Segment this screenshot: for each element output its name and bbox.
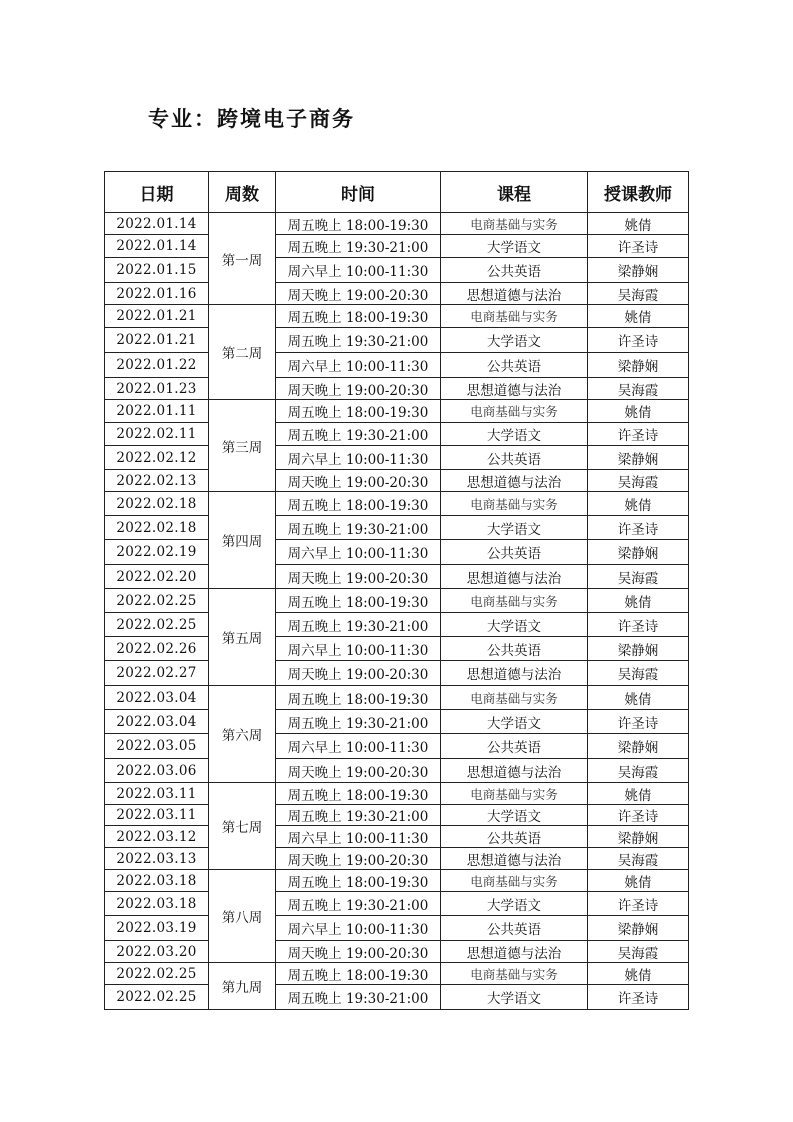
time-cell: 周天晚上 19:00-20:30 bbox=[276, 470, 441, 492]
date-cell: 2022.02.19 bbox=[105, 540, 209, 565]
course-cell: 电商基础与实务 bbox=[441, 963, 588, 985]
date-cell: 2022.01.21 bbox=[105, 305, 209, 328]
course-cell: 思想道德与法治 bbox=[441, 759, 588, 783]
course-cell: 大学语文 bbox=[441, 235, 588, 258]
course-cell: 思想道德与法治 bbox=[441, 565, 588, 589]
time-cell: 周五晚上 18:00-19:30 bbox=[276, 305, 441, 328]
course-cell: 思想道德与法治 bbox=[441, 848, 588, 870]
date-cell: 2022.03.12 bbox=[105, 826, 209, 848]
course-cell: 大学语文 bbox=[441, 805, 588, 826]
time-cell: 周五晚上 18:00-19:30 bbox=[276, 963, 441, 985]
header-teacher: 授课教师 bbox=[588, 172, 689, 213]
course-cell: 大学语文 bbox=[441, 516, 588, 540]
teacher-cell: 吴海霞 bbox=[588, 283, 689, 305]
time-cell: 周六早上 10:00-11:30 bbox=[276, 258, 441, 283]
time-cell: 周六早上 10:00-11:30 bbox=[276, 446, 441, 470]
teacher-cell: 梁静娴 bbox=[588, 734, 689, 759]
course-cell: 思想道德与法治 bbox=[441, 378, 588, 400]
table-row bbox=[105, 661, 689, 686]
teacher-cell: 许圣诗 bbox=[588, 805, 689, 826]
date-cell: 2022.02.13 bbox=[105, 470, 209, 492]
teacher-cell: 梁静娴 bbox=[588, 353, 689, 378]
table-row bbox=[105, 870, 689, 892]
date-cell: 2022.03.11 bbox=[105, 805, 209, 826]
table-row bbox=[105, 686, 689, 710]
teacher-cell: 吴海霞 bbox=[588, 941, 689, 963]
table-row bbox=[105, 540, 689, 565]
week-cell: 第三周 bbox=[209, 400, 276, 492]
teacher-cell: 吴海霞 bbox=[588, 470, 689, 492]
table-row bbox=[105, 378, 689, 400]
table-row bbox=[105, 589, 689, 613]
date-cell: 2022.02.27 bbox=[105, 661, 209, 686]
time-cell: 周五晚上 18:00-19:30 bbox=[276, 686, 441, 710]
course-cell: 公共英语 bbox=[441, 540, 588, 565]
table-row bbox=[105, 305, 689, 328]
time-cell: 周天晚上 19:00-20:30 bbox=[276, 848, 441, 870]
table-row bbox=[105, 710, 689, 734]
course-cell: 电商基础与实务 bbox=[441, 783, 588, 805]
course-cell: 电商基础与实务 bbox=[441, 686, 588, 710]
table-row bbox=[105, 492, 689, 516]
date-cell: 2022.02.25 bbox=[105, 589, 209, 613]
time-cell: 周天晚上 19:00-20:30 bbox=[276, 661, 441, 686]
teacher-cell: 梁静娴 bbox=[588, 540, 689, 565]
course-cell: 思想道德与法治 bbox=[441, 283, 588, 305]
time-cell: 周天晚上 19:00-20:30 bbox=[276, 283, 441, 305]
date-cell: 2022.02.18 bbox=[105, 492, 209, 516]
time-cell: 周五晚上 19:30-21:00 bbox=[276, 985, 441, 1010]
teacher-cell: 梁静娴 bbox=[588, 826, 689, 848]
course-cell: 思想道德与法治 bbox=[441, 941, 588, 963]
course-cell: 大学语文 bbox=[441, 985, 588, 1010]
course-cell: 电商基础与实务 bbox=[441, 305, 588, 328]
table-row bbox=[105, 423, 689, 446]
time-cell: 周五晚上 19:30-21:00 bbox=[276, 235, 441, 258]
table-row bbox=[105, 353, 689, 378]
teacher-cell: 许圣诗 bbox=[588, 235, 689, 258]
teacher-cell: 梁静娴 bbox=[588, 446, 689, 470]
date-cell: 2022.02.25 bbox=[105, 985, 209, 1010]
course-cell: 公共英语 bbox=[441, 734, 588, 759]
table-row bbox=[105, 213, 689, 235]
date-cell: 2022.02.18 bbox=[105, 516, 209, 540]
teacher-cell: 姚倩 bbox=[588, 213, 689, 235]
time-cell: 周五晚上 18:00-19:30 bbox=[276, 589, 441, 613]
date-cell: 2022.03.06 bbox=[105, 759, 209, 783]
time-cell: 周五晚上 19:30-21:00 bbox=[276, 805, 441, 826]
course-cell: 大学语文 bbox=[441, 423, 588, 446]
teacher-cell: 吴海霞 bbox=[588, 759, 689, 783]
date-cell: 2022.01.14 bbox=[105, 235, 209, 258]
teacher-cell: 许圣诗 bbox=[588, 710, 689, 734]
course-cell: 公共英语 bbox=[441, 446, 588, 470]
teacher-cell: 梁静娴 bbox=[588, 916, 689, 941]
course-cell: 电商基础与实务 bbox=[441, 492, 588, 516]
teacher-cell: 姚倩 bbox=[588, 686, 689, 710]
time-cell: 周五晚上 19:30-21:00 bbox=[276, 328, 441, 353]
course-cell: 公共英语 bbox=[441, 637, 588, 661]
time-cell: 周五晚上 18:00-19:30 bbox=[276, 400, 441, 423]
table-row bbox=[105, 637, 689, 661]
time-cell: 周六早上 10:00-11:30 bbox=[276, 826, 441, 848]
schedule-body bbox=[105, 213, 689, 1010]
teacher-cell: 姚倩 bbox=[588, 305, 689, 328]
table-row bbox=[105, 985, 689, 1010]
teacher-cell: 吴海霞 bbox=[588, 848, 689, 870]
course-cell: 大学语文 bbox=[441, 328, 588, 353]
date-cell: 2022.03.13 bbox=[105, 848, 209, 870]
course-cell: 电商基础与实务 bbox=[441, 400, 588, 423]
date-cell: 2022.03.11 bbox=[105, 783, 209, 805]
date-cell: 2022.02.12 bbox=[105, 446, 209, 470]
time-cell: 周五晚上 18:00-19:30 bbox=[276, 492, 441, 516]
table-row bbox=[105, 235, 689, 258]
table-row bbox=[105, 328, 689, 353]
course-cell: 思想道德与法治 bbox=[441, 470, 588, 492]
week-cell: 第一周 bbox=[209, 213, 276, 305]
teacher-cell: 姚倩 bbox=[588, 589, 689, 613]
week-cell: 第八周 bbox=[209, 870, 276, 963]
table-row bbox=[105, 446, 689, 470]
table-row bbox=[105, 565, 689, 589]
course-cell: 公共英语 bbox=[441, 258, 588, 283]
table-row bbox=[105, 734, 689, 759]
time-cell: 周五晚上 19:30-21:00 bbox=[276, 710, 441, 734]
date-cell: 2022.01.16 bbox=[105, 283, 209, 305]
table-row bbox=[105, 805, 689, 826]
week-cell: 第四周 bbox=[209, 492, 276, 589]
week-cell: 第七周 bbox=[209, 783, 276, 870]
time-cell: 周六早上 10:00-11:30 bbox=[276, 540, 441, 565]
time-cell: 周五晚上 18:00-19:30 bbox=[276, 870, 441, 892]
date-cell: 2022.02.11 bbox=[105, 423, 209, 446]
teacher-cell: 姚倩 bbox=[588, 870, 689, 892]
teacher-cell: 许圣诗 bbox=[588, 613, 689, 637]
time-cell: 周五晚上 19:30-21:00 bbox=[276, 516, 441, 540]
time-cell: 周五晚上 19:30-21:00 bbox=[276, 423, 441, 446]
time-cell: 周天晚上 19:00-20:30 bbox=[276, 759, 441, 783]
time-cell: 周六早上 10:00-11:30 bbox=[276, 637, 441, 661]
teacher-cell: 姚倩 bbox=[588, 492, 689, 516]
date-cell: 2022.03.18 bbox=[105, 892, 209, 916]
table-row bbox=[105, 759, 689, 783]
week-cell: 第五周 bbox=[209, 589, 276, 686]
date-cell: 2022.01.11 bbox=[105, 400, 209, 423]
time-cell: 周六早上 10:00-11:30 bbox=[276, 353, 441, 378]
course-cell: 电商基础与实务 bbox=[441, 589, 588, 613]
date-cell: 2022.03.04 bbox=[105, 710, 209, 734]
teacher-cell: 许圣诗 bbox=[588, 423, 689, 446]
date-cell: 2022.01.15 bbox=[105, 258, 209, 283]
date-cell: 2022.03.19 bbox=[105, 916, 209, 941]
table-row bbox=[105, 963, 689, 985]
week-cell: 第二周 bbox=[209, 305, 276, 400]
course-cell: 电商基础与实务 bbox=[441, 870, 588, 892]
time-cell: 周六早上 10:00-11:30 bbox=[276, 734, 441, 759]
course-cell: 大学语文 bbox=[441, 892, 588, 916]
teacher-cell: 吴海霞 bbox=[588, 565, 689, 589]
table-row bbox=[105, 283, 689, 305]
time-cell: 周天晚上 19:00-20:30 bbox=[276, 941, 441, 963]
time-cell: 周五晚上 18:00-19:30 bbox=[276, 783, 441, 805]
teacher-cell: 许圣诗 bbox=[588, 516, 689, 540]
time-cell: 周五晚上 18:00-19:30 bbox=[276, 213, 441, 235]
header-time: 时间 bbox=[276, 172, 441, 213]
course-cell: 公共英语 bbox=[441, 353, 588, 378]
date-cell: 2022.02.26 bbox=[105, 637, 209, 661]
teacher-cell: 许圣诗 bbox=[588, 985, 689, 1010]
date-cell: 2022.02.25 bbox=[105, 963, 209, 985]
time-cell: 周天晚上 19:00-20:30 bbox=[276, 378, 441, 400]
table-row bbox=[105, 826, 689, 848]
time-cell: 周五晚上 19:30-21:00 bbox=[276, 892, 441, 916]
course-cell: 电商基础与实务 bbox=[441, 213, 588, 235]
teacher-cell: 姚倩 bbox=[588, 963, 689, 985]
table-row bbox=[105, 258, 689, 283]
date-cell: 2022.01.23 bbox=[105, 378, 209, 400]
teacher-cell: 姚倩 bbox=[588, 400, 689, 423]
time-cell: 周天晚上 19:00-20:30 bbox=[276, 565, 441, 589]
date-cell: 2022.03.04 bbox=[105, 686, 209, 710]
table-row bbox=[105, 892, 689, 916]
header-week: 周数 bbox=[209, 172, 276, 213]
page-title: 专业：跨境电子商务 bbox=[148, 107, 355, 131]
course-cell: 大学语文 bbox=[441, 710, 588, 734]
date-cell: 2022.03.20 bbox=[105, 941, 209, 963]
date-cell: 2022.03.05 bbox=[105, 734, 209, 759]
table-row bbox=[105, 916, 689, 941]
schedule-table bbox=[104, 171, 689, 1010]
table-row bbox=[105, 400, 689, 423]
table-row bbox=[105, 783, 689, 805]
teacher-cell: 姚倩 bbox=[588, 783, 689, 805]
week-cell: 第六周 bbox=[209, 686, 276, 783]
date-cell: 2022.02.20 bbox=[105, 565, 209, 589]
table-row bbox=[105, 848, 689, 870]
date-cell: 2022.01.14 bbox=[105, 213, 209, 235]
date-cell: 2022.02.25 bbox=[105, 613, 209, 637]
table-row bbox=[105, 516, 689, 540]
teacher-cell: 吴海霞 bbox=[588, 378, 689, 400]
course-cell: 公共英语 bbox=[441, 916, 588, 941]
header-row bbox=[105, 172, 689, 213]
header-date: 日期 bbox=[105, 172, 209, 213]
teacher-cell: 吴海霞 bbox=[588, 661, 689, 686]
header-course: 课程 bbox=[441, 172, 588, 213]
week-cell: 第九周 bbox=[209, 963, 276, 1010]
table-row bbox=[105, 613, 689, 637]
date-cell: 2022.01.22 bbox=[105, 353, 209, 378]
teacher-cell: 梁静娴 bbox=[588, 258, 689, 283]
teacher-cell: 许圣诗 bbox=[588, 892, 689, 916]
date-cell: 2022.03.18 bbox=[105, 870, 209, 892]
time-cell: 周五晚上 19:30-21:00 bbox=[276, 613, 441, 637]
course-cell: 思想道德与法治 bbox=[441, 661, 588, 686]
course-cell: 公共英语 bbox=[441, 826, 588, 848]
time-cell: 周六早上 10:00-11:30 bbox=[276, 916, 441, 941]
date-cell: 2022.01.21 bbox=[105, 328, 209, 353]
table-row bbox=[105, 470, 689, 492]
table-row bbox=[105, 941, 689, 963]
teacher-cell: 梁静娴 bbox=[588, 637, 689, 661]
teacher-cell: 许圣诗 bbox=[588, 328, 689, 353]
course-cell: 大学语文 bbox=[441, 613, 588, 637]
